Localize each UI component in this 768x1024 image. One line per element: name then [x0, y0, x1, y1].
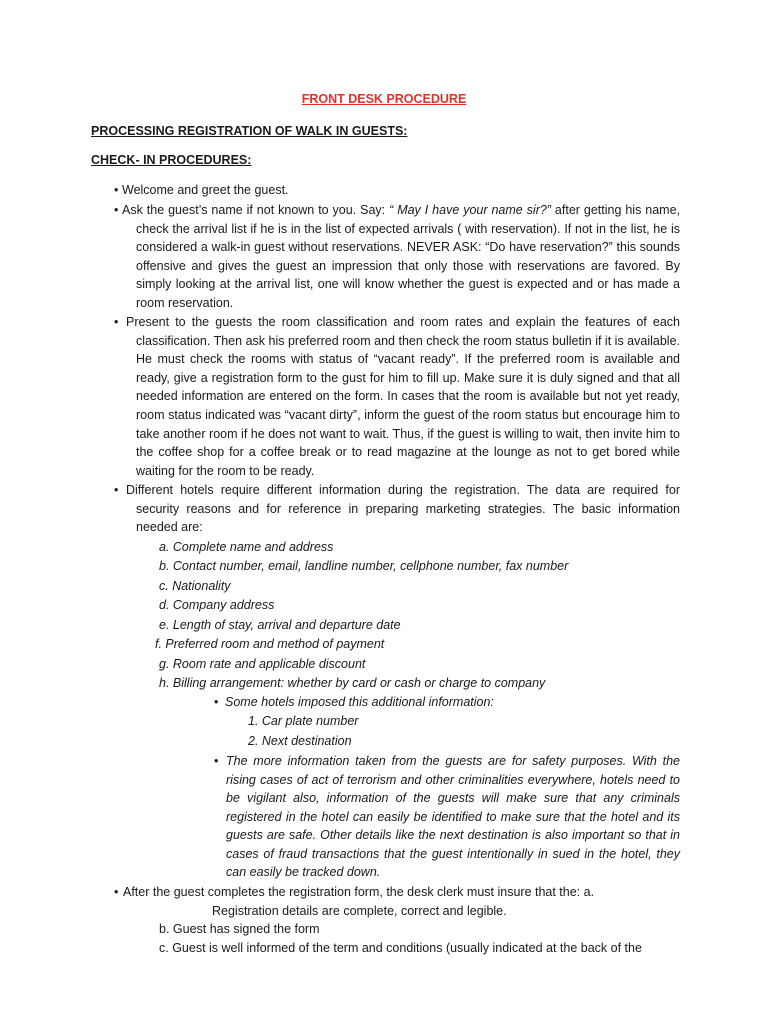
- bullet-marker: •: [114, 203, 119, 217]
- bullet-required-info: Different hotels require different information during the registration. The data are required for security reasons and for reference in preparing marketing strategies. The basic information needed are:: [126, 483, 680, 535]
- document-title: FRONT DESK PROCEDURE: [301, 92, 467, 106]
- bullet-marker: •: [114, 183, 119, 197]
- info-item: b. Contact number, email, landline number, cellphone number, fax number: [159, 559, 569, 573]
- bullet-room-classification: Present to the guests the room classification and room rates and explain the features of each classification. Then ask his preferred room and then check the room status bulletin if it is available. He must check the rooms with status of “vacant ready”. If the preferred room is available and ready, give a registration form to the gust for him to fill up. Make sure it is duly signed and that all needed information are entered on the form. In cases that the room is available but not yet ready, room status indicated was “vacant dirty”, inform the guest of the room status but encourage him to take another room if he does not want to wait. Thus, if the guest is willing to wait, then invite him to the coffee shop for a coffee break or to read magazine at the lounge as not to get bored while waiting for the room to be ready.: [126, 315, 680, 478]
- additional-info-item: 1. Car plate number: [248, 714, 359, 728]
- bullet-marker: •: [114, 315, 119, 329]
- bullet-marker: •: [114, 885, 119, 899]
- info-item: f. Preferred room and method of payment: [155, 637, 385, 651]
- bullet-marker: •: [214, 754, 219, 768]
- info-item: d. Company address: [159, 598, 275, 612]
- ask-name-body: after getting his name, check the arrival list if he is in the list of expected arrivals ( with reservation). If not in the list, he is considered a walk-in guest without reservations. NEVER ASK: “Do have reservation?” this sounds offensive and gives the guest an impression that only those with reservations are favored. By simply looking at the arrival list, one will know whether the guest is expected and or has made a room reservation.: [136, 203, 681, 310]
- registration-check-item: Registration details are complete, correct and legible.: [212, 904, 507, 918]
- info-item: c. Nationality: [159, 579, 231, 593]
- additional-info-intro: Some hotels imposed this additional information:: [225, 695, 494, 709]
- ask-name-intro: Ask the guest’s name if not known to you. Say:: [122, 203, 390, 217]
- bullet-after-registration: After the guest completes the registration form, the desk clerk must insure that the: a.: [123, 885, 595, 899]
- registration-check-item: b. Guest has signed the form: [159, 922, 320, 936]
- additional-info-item: 2. Next destination: [248, 734, 352, 748]
- info-item: h. Billing arrangement: whether by card or cash or charge to company: [159, 676, 546, 690]
- info-item: e. Length of stay, arrival and departure date: [159, 618, 401, 632]
- section-heading-check-in: CHECK- IN PROCEDURES:: [91, 153, 252, 167]
- bullet-marker: •: [214, 695, 219, 709]
- bullet-marker: •: [114, 483, 119, 497]
- safety-paragraph: The more information taken from the guests are for safety purposes. With the rising cases of act of terrorism and other criminalities everywhere, hotels need to be vigilant also, information of the guests will make sure that any criminals registered in the hotel can easily be identified to make sure that the hotel and its guests are safe. Other details like the next destination is also important so that in cases of fraud transactions that the guest intentionally in sued in the hotel, they can easily be tracked down.: [226, 754, 680, 879]
- info-item: g. Room rate and applicable discount: [159, 657, 366, 671]
- registration-check-item: c. Guest is well informed of the term and conditions (usually indicated at the back of the: [159, 941, 642, 955]
- section-heading-walk-in: PROCESSING REGISTRATION OF WALK IN GUESTS:: [91, 124, 408, 138]
- ask-name-quote: “ May I have your name sir?”: [389, 203, 551, 217]
- bullet-welcome: Welcome and greet the guest.: [122, 183, 289, 197]
- bullet-ask-name: [122, 201, 680, 313]
- info-item: a. Complete name and address: [159, 540, 334, 554]
